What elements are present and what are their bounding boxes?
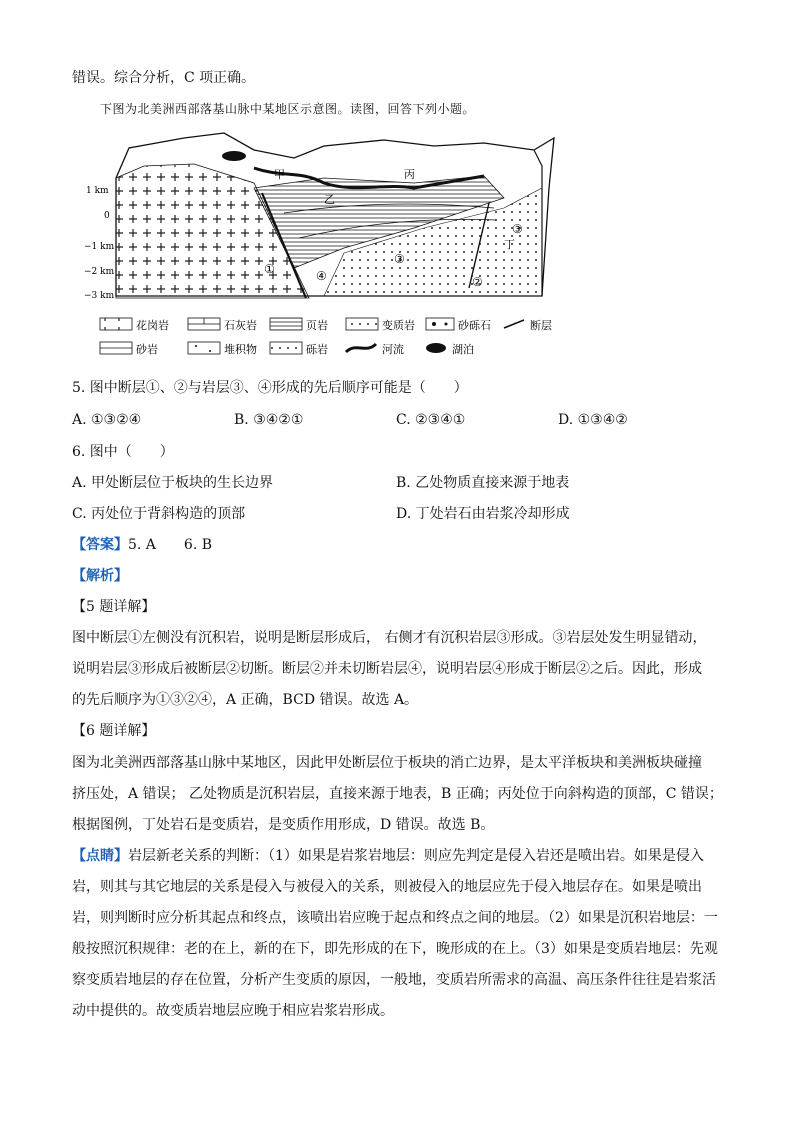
q5-detail-label: 【5 题详解】 [72, 599, 156, 615]
label-fault-1: ① [264, 262, 275, 276]
axis-label: −1 km [84, 242, 115, 252]
text-line: 图为北美洲西部落基山脉中某地区，因此甲处断层位于板块的消亡边界，是太平洋板块和美洲板块碰撞 [72, 755, 702, 771]
legend-row-2 [100, 342, 474, 356]
axis-label: −3 km [84, 291, 115, 301]
legend [100, 318, 552, 332]
text-line: 岩层新老关系的判断：（1）如果是岩浆岩地层：则应先判定是侵入岩还是喷出岩。如果是侵入 [128, 848, 704, 864]
q5-stem: 5. 图中断层①、②与岩层③、④形成的先后顺序可能是（ ） [72, 380, 468, 396]
legend-label: 砂砾石 [458, 319, 491, 332]
label-fault-2: ② [472, 275, 483, 289]
text-line: 般按照沉积规律：老的在上，新的在下，即先形成的在下，晚形成的在上。（3）如果是变质岩地层：先观 [72, 941, 718, 957]
axis-label: −2 km [84, 267, 115, 277]
label-yi: 乙 [324, 193, 335, 206]
legend-label: 花岗岩 [136, 319, 169, 332]
label-ding: 丁 [504, 238, 515, 251]
text-line: 图中断层①左侧没有沉积岩，说明是断层形成后， 右侧才有沉积岩层③形成。③岩层处发生明显错动， [72, 630, 707, 646]
text-line: 说明岩层③形成后被断层②切断。断层②并未切断岩层④，说明岩层④形成于断层②之后。因此，形成 [72, 661, 702, 677]
label-jia: 甲 [274, 168, 285, 181]
axis-label: 0 [104, 211, 110, 221]
text-line: 根据图例，丁处岩石是变质岩，是变质作用形成，D 错误。故选 B。 [72, 817, 495, 833]
label-layer-3-right: ③ [512, 222, 523, 236]
tip-first-line [72, 841, 724, 872]
legend-label: 变质岩 [382, 319, 415, 332]
legend-label: 砾岩 [306, 343, 328, 356]
q5-option-d: D. ①③④② [558, 412, 628, 428]
text-line: 的先后顺序为①③②④，A 正确，BCD 错误。故选 A。 [72, 692, 419, 708]
top-line: 错误。综合分析，C 项正确。 [72, 70, 256, 86]
q5-option-b: B. ③④②① [234, 412, 304, 428]
text-line: 挤压处，A 错误； 乙处物质是沉积岩层，直接来源于地表，B 正确；丙处位于向斜构造的顶部，C 错误； [72, 786, 723, 802]
text-line: 岩，则判断时应分析其起点和终点，该喷出岩应晚于起点和终点之间的地层。（2）如果是沉积岩地层：一 [72, 910, 718, 926]
geology-figure [84, 128, 584, 368]
q6-stem: 6. 图中（ ） [72, 444, 174, 460]
q6-option-a: A. 甲处断层位于板块的生长边界 [72, 475, 274, 491]
label-bing: 丙 [404, 168, 415, 181]
answer-label: 【答案】 [72, 537, 128, 553]
legend-label: 石灰岩 [224, 319, 257, 332]
q5-detail-text [72, 623, 724, 716]
legend-label: 堆积物 [224, 343, 257, 356]
figure-intro: 下图为北美洲西部落基山脉中某地区示意图。读图，回答下列小题。 [100, 102, 476, 116]
label-layer-4: ④ [316, 269, 327, 283]
q6-option-d: D. 丁处岩石由岩浆冷却形成 [396, 506, 570, 522]
legend-label: 断层 [530, 319, 552, 332]
legend-label: 砂岩 [136, 343, 158, 356]
lake [222, 151, 246, 161]
legend-label: 河流 [382, 343, 404, 356]
q6-detail-text [72, 748, 724, 841]
legend-label: 页岩 [306, 319, 328, 332]
q5-option-c: C. ②③④① [396, 412, 466, 428]
legend-label: 湖泊 [452, 343, 474, 356]
text-line: 岩，则其与其它地层的关系是侵入与被侵入的关系，则被侵入的地层应先于侵入地层存在。如果是喷出 [72, 879, 702, 895]
q6-option-c: C. 丙处位于背斜构造的顶部 [72, 506, 246, 522]
text-line: 察变质岩地层的存在位置，分析产生变质的原因，一般地，变质岩所需求的高温、高压条件往往是岩浆活 [72, 972, 716, 988]
answer-line [72, 535, 212, 555]
tip-label: 【点睛】 [72, 848, 128, 864]
axis-label: 1 km [86, 186, 109, 196]
q5-option-a: A. ①③②④ [72, 412, 142, 428]
text-line: 动中提供的。故变质岩地层应晚于相应岩浆岩形成。 [72, 1003, 394, 1019]
q6-option-b: B. 乙处物质直接来源于地表 [396, 475, 570, 491]
tip-text [72, 841, 724, 1027]
analysis-label: 【解析】 [72, 568, 128, 584]
answer-text: 5. A 6. B [128, 537, 213, 553]
q6-detail-label: 【6 题详解】 [72, 723, 156, 739]
label-layer-3: ③ [394, 252, 405, 266]
